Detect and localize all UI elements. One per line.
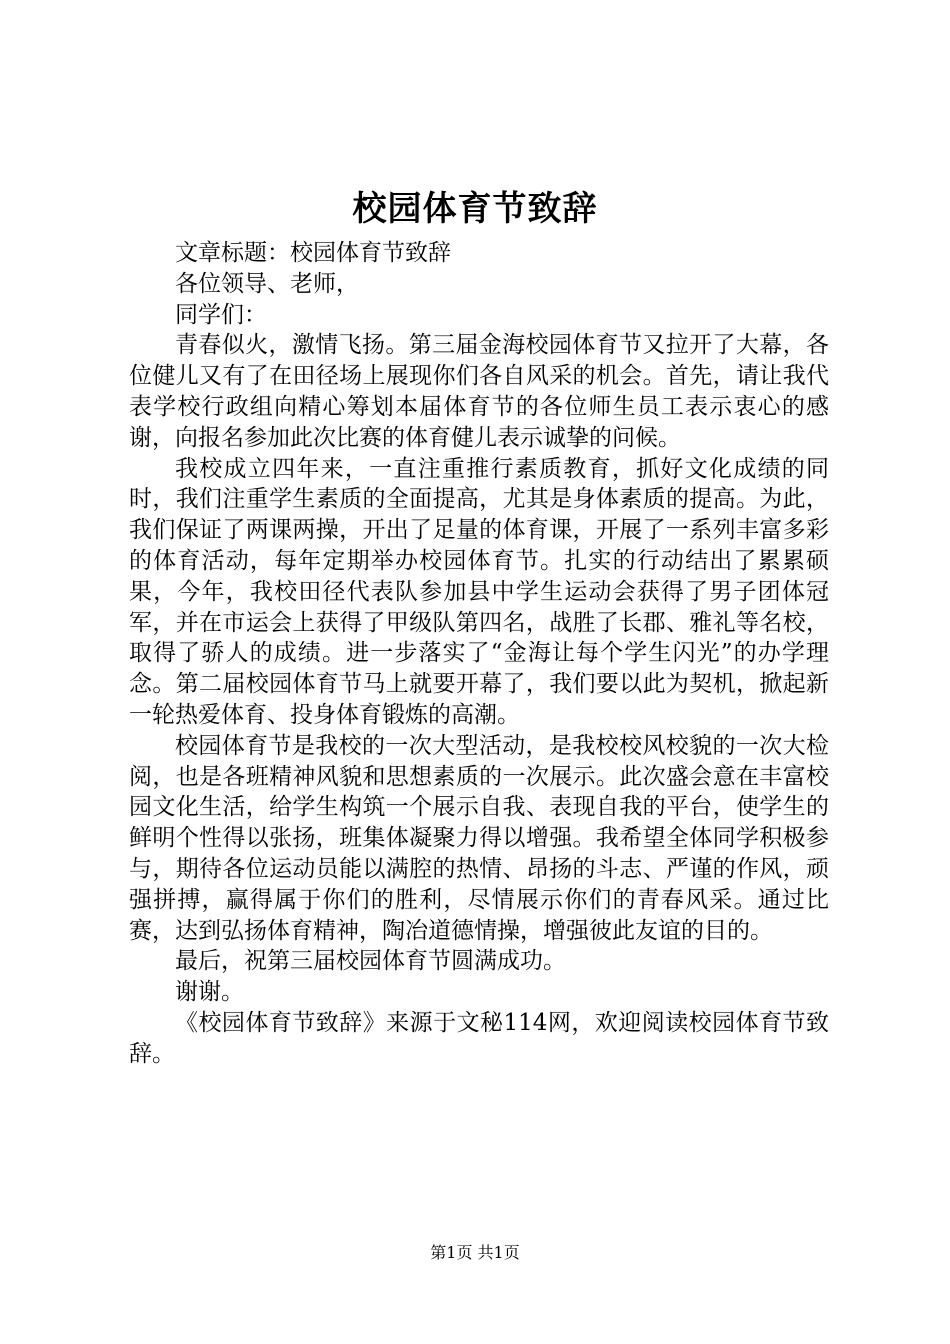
paragraph-source-note: 《校园体育节致辞》来源于文秘114网，欢迎阅读校园体育节致辞。 — [129, 1009, 829, 1067]
paragraph-opening: 青春似火，激情飞扬。第三届金海校园体育节又拉开了大幕，各位健儿又有了在田径场上展现你们各自风采的机会。首先，请让我代表学校行政组向精心筹划本届体育节的各位师生员工表示衷心的感谢，向报名参加此次比赛的体育健儿表示诚挚的问候。 — [129, 332, 829, 451]
document-title: 校园体育节致辞 — [352, 189, 598, 229]
paragraph-purpose: 校园体育节是我校的一次大型活动，是我校校风校貌的一次大检阅，也是各班精神风貌和思想素质的一次展示。此次盛会意在丰富校园文化生活，给学生构筑一个展示自我、表现自我的平台，使学生的鲜明个性得以张扬，班集体凝聚力得以增强。我希望全体同学积极参与，期待各位运动员能以满腔的热情、昂扬的斗志、严谨的作风，顽强拼搏，赢得属于你们的胜利，尽情展示你们的青春风采。通过比赛，达到弘扬体育精神，陶冶道德情操，增强彼此友谊的目的。 — [129, 732, 829, 944]
paragraph-achievements: 我校成立四年来，一直注重推行素质教育，抓好文化成绩的同时，我们注重学生素质的全面提高，尤其是身体素质的提高。为此，我们保证了两课两操，开出了足量的体育课，开展了一系列丰富多彩的体育活动，每年定期举办校园体育节。扎实的行动结出了累累硕果，今年，我校田径代表队参加县中学生运动会获得了男子团体冠军，并在市运会上获得了甲级队第四名，战胜了长郡、雅礼等名校，取得了骄人的成绩。进一步落实了“金海让每个学生闪光”的办学理念。第二届校园体育节马上就要开幕了，我们要以此为契机，掀起新一轮热爱体育、投身体育锻炼的高潮。 — [129, 455, 829, 728]
salutation-students: 同学们： — [175, 301, 267, 328]
salutation-leaders: 各位领导、老师， — [175, 270, 359, 297]
paragraph-thanks: 谢谢。 — [175, 979, 244, 1006]
page-footer: 第1页 共1页 — [430, 1243, 520, 1262]
article-title-line: 文章标题：校园体育节致辞 — [175, 240, 451, 266]
document-body — [129, 238, 829, 1070]
paragraph-closing-wish: 最后，祝第三届校园体育节圆满成功。 — [175, 948, 566, 975]
